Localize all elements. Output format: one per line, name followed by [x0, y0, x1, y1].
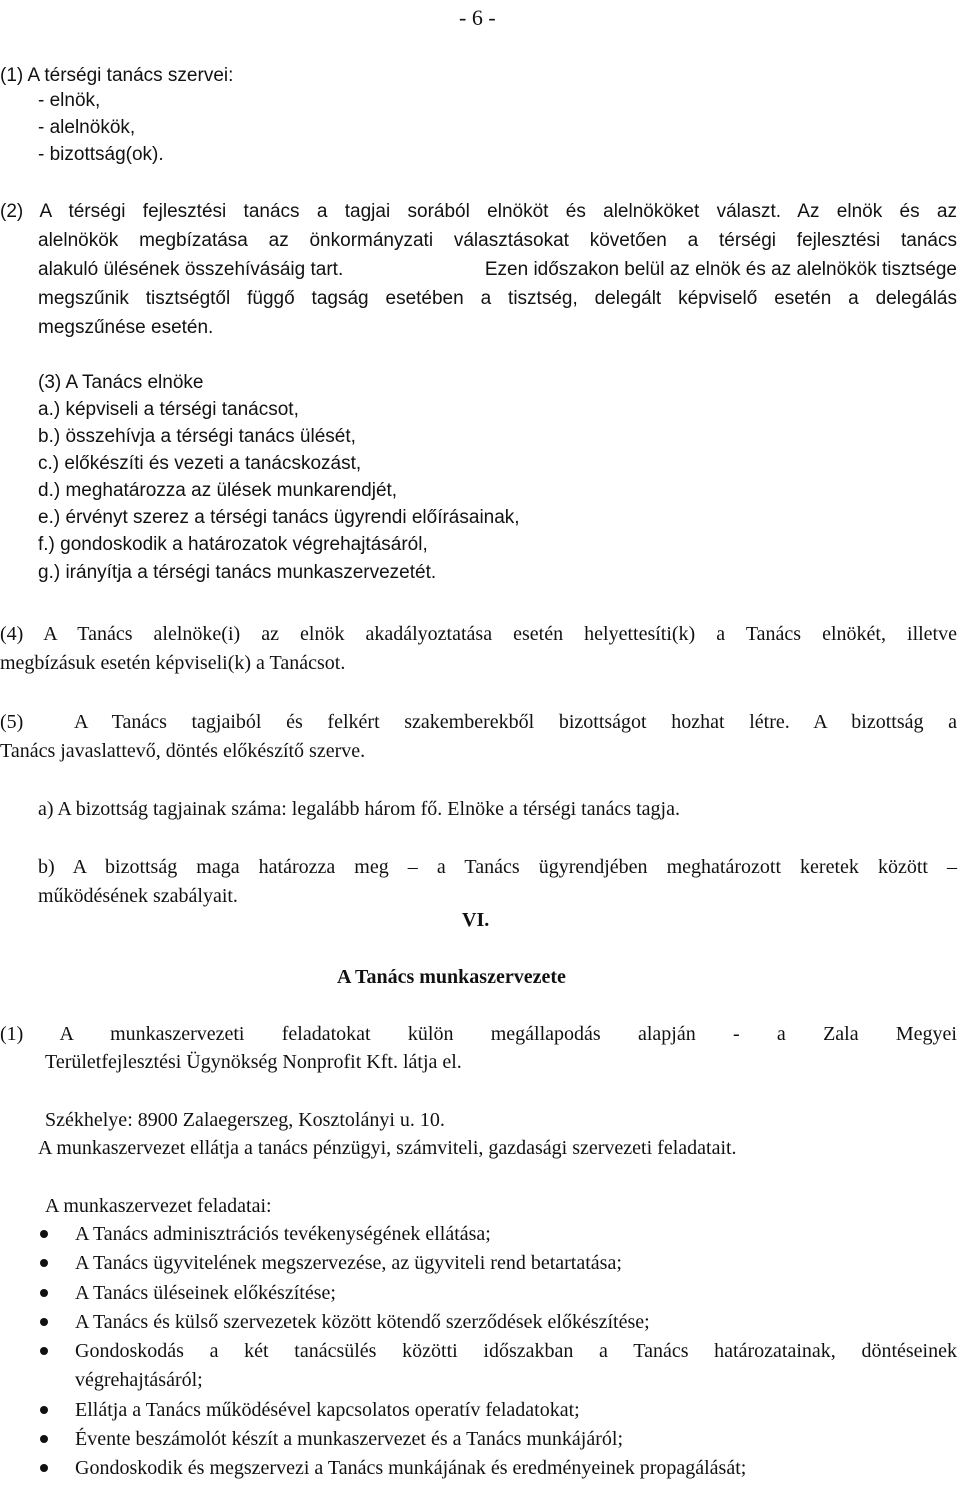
page-number: - 6 - — [459, 5, 496, 30]
task-item: Évente beszámolót készít a munkaszervezet és a Tanács munkájáról; — [75, 1428, 624, 1450]
paragraph-line: megbízásuk esetén képviseli(k) a Tanácsot. — [0, 652, 346, 674]
bullet-icon — [40, 1318, 48, 1326]
task-item: A Tanács ügyvitelének megszervezése, az ügyviteli rend betartatása; — [75, 1252, 622, 1274]
bullet-icon — [40, 1230, 48, 1238]
paragraph-line: működésének szabályait. — [38, 885, 238, 907]
paragraph-line — [0, 710, 957, 734]
section-number: (5) — [0, 711, 24, 733]
paragraph-line — [38, 855, 957, 879]
line-text: alakuló ülésének összehívásáig tart. — [38, 259, 344, 280]
paragraph-line: Területfejlesztési Ügynökség Nonprofit Kft. látja el. — [45, 1051, 462, 1073]
line-text: (4) A Tanács alelnöke(i) az elnök akadályoztatása esetén helyettesíti(k) a Tanács elnökét, illetve — [0, 623, 957, 645]
line-text: Gondoskodás a két tanácsülés közötti időszakban a Tanács határozatainak, döntéseinek — [75, 1340, 957, 1362]
duties-line: A munkaszervezet ellátja a tanács pénzügyi, számviteli, gazdasági szervezeti feladatait. — [38, 1137, 737, 1159]
duty-item: b.) összehívja a térségi tanács ülését, — [38, 426, 356, 447]
task-item-continuation: végrehajtásáról; — [75, 1369, 203, 1391]
committee-item-a: a) A bizottság tagjainak száma: legalább három fő. Elnöke a térségi tanács tagja. — [38, 798, 680, 820]
bullet-icon — [40, 1259, 48, 1267]
duty-item: e.) érvényt szerez a térségi tanács ügyrendi előírásainak, — [38, 507, 520, 528]
duty-item: g.) irányítja a térségi tanács munkaszervezetét. — [38, 562, 437, 583]
duty-item: f.) gondoskodik a határozatok végrehajtásáról, — [38, 534, 428, 555]
bullet-icon — [40, 1289, 48, 1297]
bullet-icon — [40, 1347, 48, 1355]
line-text: (2) A térségi fejlesztési tanács a tagjai sorából elnököt és alelnököket választ. Az elnök és az — [0, 201, 957, 222]
line-text: Ezen időszakon belül az elnök és az alelnökök tisztsége — [484, 259, 957, 280]
duty-item: a.) képviseli a térségi tanácsot, — [38, 399, 299, 420]
section-1-intro: (1) A térségi tanács szervei: — [0, 65, 234, 86]
bullet-icon — [40, 1464, 48, 1472]
bullet-icon — [40, 1406, 48, 1414]
chapter-number: VI. — [462, 909, 490, 931]
paragraph-line — [0, 200, 957, 224]
line-text: megszűnik tisztségtől függő tagság esetében a tisztség, delegált képviselő esetén a delegálás — [38, 288, 957, 309]
paragraph-line — [0, 1022, 957, 1046]
paragraph-line — [0, 622, 957, 646]
paragraph-line — [38, 229, 957, 253]
organ-item: - elnök, — [38, 90, 101, 111]
task-item: A Tanács és külső szervezetek között kötendő szerződések előkészítése; — [75, 1311, 650, 1333]
paragraph-line — [38, 287, 957, 311]
tasks-title: A munkaszervezet feladatai: — [45, 1195, 272, 1217]
section-3-intro: (3) A Tanács elnöke — [38, 372, 204, 393]
duty-item: d.) meghatározza az ülések munkarendjét, — [38, 480, 398, 501]
line-text: (1) A munkaszervezeti feladatokat külön megállapodás alapján - a Zala Megyei — [0, 1023, 957, 1045]
line-text: b) A bizottság maga határozza meg ‒ a Tanács ügyrendjében meghatározott keretek között ‒ — [38, 856, 957, 878]
task-item: A Tanács üléseinek előkészítése; — [75, 1282, 336, 1304]
paragraph-line: Tanács javaslattevő, döntés előkészítő szerve. — [0, 740, 366, 762]
organ-item: - bizottság(ok). — [38, 144, 164, 165]
seat-address: Székhelye: 8900 Zalaegerszeg, Kosztolányi u. 10. — [45, 1109, 445, 1131]
line-text: alelnökök megbízatása az önkormányzati választásokat követően a térségi fejlesztési tanács — [38, 230, 957, 251]
line-text: A Tanács tagjaiból és felkért szakemberekből bizottságot hozhat létre. A bizottság a — [74, 711, 957, 733]
paragraph-line: megszűnése esetén. — [38, 317, 214, 338]
duty-item: c.) előkészíti és vezeti a tanácskozást, — [38, 453, 362, 474]
chapter-title: A Tanács munkaszervezete — [337, 966, 566, 988]
task-item: Ellátja a Tanács működésével kapcsolatos operatív feladatokat; — [75, 1399, 580, 1421]
task-item: A Tanács adminisztrációs tevékenységének ellátása; — [75, 1223, 491, 1245]
organ-item: - alelnökök, — [38, 117, 136, 138]
paragraph-line — [38, 258, 957, 282]
task-item: Gondoskodik és megszervezi a Tanács munkájának és eredményeinek propagálását; — [75, 1457, 747, 1479]
bullet-icon — [40, 1435, 48, 1443]
task-item — [75, 1339, 957, 1363]
